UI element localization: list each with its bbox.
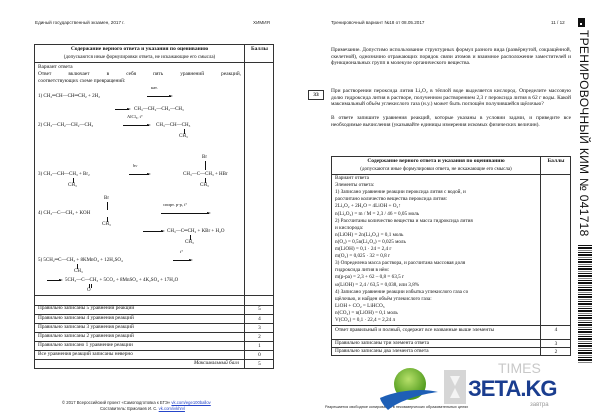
reaction-1-continue-arrow-icon [115, 109, 129, 110]
reaction-4-reactant-br: Br [104, 196, 109, 201]
bond-line [205, 161, 206, 170]
criteria-text: Правильно записаны три элемента ответа [335, 340, 429, 346]
solution-line: V(CO₂) = 0,1 · 22,4 = 2,24 л [335, 317, 396, 323]
task-number-box: 33 [308, 90, 324, 100]
task-instructions: В ответе запишите уравнения реакций, которые указаны в условии задачи, и приведите все необходимые вычисления (указывайте единицы измерения искомых физических величин). [331, 115, 571, 128]
criteria-text: Ответ правильный и полный, содержит все названные выше элементы [335, 327, 495, 333]
header-score: Баллы [251, 46, 268, 52]
reaction-3-product-br: Br [202, 155, 207, 160]
criteria-row [35, 341, 273, 349]
hourglass-icon [444, 370, 466, 404]
author-text: Составитель: Ермолаев И. С. [100, 406, 158, 411]
solution-line: 2) Рассчитаны количество вещества и масса гидроксида лития [335, 217, 473, 224]
reaction-1-reactants: 1) CH₂═CH—CH═CH₂ + 2H₂ [38, 94, 100, 99]
corner-marker-icon [578, 18, 585, 27]
double-bond-line [91, 284, 92, 288]
solution-line: 3) Определена масса раствора, и рассчитана массовая доля [335, 260, 466, 267]
reaction-4-products: CH₃—C═CH₂ + KBr + H₂O [167, 229, 225, 234]
solution-line: 4) Записано уравнение реакции избытка углекислого газа со [335, 288, 469, 295]
criteria-score: 2 [258, 334, 261, 340]
reaction-4-condition: спирт. р-р, t° [163, 202, 188, 207]
left-footer-line-1 [62, 400, 211, 405]
watermark [378, 362, 600, 420]
reaction-2-product-branch: CH₃ [179, 134, 188, 139]
reaction-1-condition: кат. [151, 85, 158, 90]
reaction-3-product-branch: CH₃ [200, 183, 209, 188]
reaction-4-reactant-branch: CH₃ [102, 222, 111, 227]
reaction-3-reactants: 3) CH₃—CH—CH₃ + Br₂ [38, 172, 90, 177]
solution-line: n(LiOH) = 2n(Li₂O₂) = 0,1 моль [335, 231, 404, 238]
left-answer-table [34, 44, 274, 306]
right-answer-table [331, 156, 571, 356]
solution-line: Элементы ответа: [335, 182, 375, 189]
reaction-5-continue-arrow-icon [47, 280, 61, 281]
reaction-5-condition: t° [180, 249, 184, 254]
solution-line: щёлочью, и найден объём углекислого газа: [335, 295, 432, 302]
criteria-score: 2 [554, 349, 558, 355]
reaction-2-condition: AlCl₃, t° [127, 114, 143, 119]
max-score-row [35, 359, 273, 367]
reaction-2-arrow-icon [123, 125, 149, 126]
left-table-header [35, 45, 273, 63]
reaction-1-arrow-icon [147, 96, 171, 97]
reaction-3-arrow-icon [129, 174, 149, 175]
criteria-score: 3 [554, 341, 558, 347]
reaction-5-reactant-branch: CH₃ [74, 269, 83, 274]
criteria-text: Все уравнения реакций записаны неверно [38, 351, 133, 357]
criteria-text: Правильно записаны два элемента ответа [335, 348, 429, 354]
criteria-row [35, 314, 273, 322]
project-link[interactable]: vk.com/ege100ballov [171, 400, 211, 405]
right-table-header [332, 157, 570, 175]
criteria-text: Правильно записано 1 уравнение реакции [38, 342, 133, 348]
solution-line: n(O₂) = 0,5n(Li₂O₂) = 0,025 моль [335, 238, 406, 245]
left-criteria-table [34, 305, 274, 369]
criteria-score: 5 [258, 306, 261, 312]
intro-line-2: соответствующих схеме превращений: [38, 78, 126, 84]
header-subtitle: (допускаются иные формулировки ответа, не искажающие его смысла) [360, 167, 512, 172]
brand-times: TIMES [498, 360, 541, 376]
intro-line-1: Ответ включает в себя пять уравнений реакций, [38, 71, 241, 77]
right-page [300, 0, 600, 420]
solution-line: Вариант ответа [335, 175, 369, 181]
task-text: При растворении пероксида лития Li₂O₂ в тёплой воде выделяется кислород. Определите массовую долю гидроксида лития в растворе, полученном растворением 2,3 г пероксида лития в 62 г воды. Какой максимальный объём углекислого газа (н.у.) может быть поглощён получившейся щёлочью? [331, 88, 571, 108]
reaction-2-product: CH₃—CH—CH₃ [156, 123, 191, 128]
criteria-score: 0 [258, 352, 261, 358]
reaction-1-product: CH₃—CH₂—CH₂—CH₃ [134, 107, 184, 112]
criteria-score: 3 [258, 325, 261, 331]
criteria-row [332, 325, 570, 333]
reaction-4-arrow-icon [161, 213, 209, 214]
max-score-label: Максимальный балл [193, 360, 239, 366]
side-kim-label: ТРЕНИРОВОЧНЫЙ КИМ № 041718 [577, 30, 591, 237]
barcode-icon [578, 245, 592, 363]
criteria-score: 4 [554, 327, 558, 333]
solution-line: n(CO₂) = n(LiOH) = 0,1 моль [335, 309, 398, 316]
criteria-row [332, 339, 570, 347]
criteria-score: 4 [258, 316, 261, 322]
solution-line: n(Li₂O₂) = m / M = 2,3 / 46 = 0,05 моль [335, 210, 420, 217]
right-header-variant: Тренировочный вариант №18 от 08.05.2017 [331, 20, 425, 25]
reaction-5-arrow-icon [173, 260, 191, 261]
reaction-4-continue-arrow-icon [143, 231, 163, 232]
solution-line: 2Li₂O₂ + 2H₂O = 4LiOH + O₂↑ [335, 203, 401, 210]
header-title: Содержание верного ответа и указания по оцениванию [367, 158, 505, 164]
max-score-value: 5 [258, 361, 261, 367]
header-title: Содержание верного ответа и указания по оцениванию [70, 46, 209, 52]
reaction-5-reactants: 5) 5CH₂═C—CH₃ + 8KMnO₄ + 12H₂SO₄ [38, 258, 123, 263]
left-header-subject: ХИМИЯ [253, 20, 270, 25]
reaction-2-reactant: 2) CH₃—CH₂—CH₂—CH₃ [38, 123, 94, 128]
criteria-text: Правильно записаны 5 уравнений реакций [38, 305, 135, 311]
solution-line: m(р-ра) = 2,3 + 62 – 0,8 = 63,5 г [335, 274, 405, 281]
solution-line: гидроксида лития в нём: [335, 267, 390, 274]
criteria-text: Правильно записаны 2 уравнения реакций [38, 333, 134, 339]
criteria-divider [35, 295, 273, 296]
criteria-row [332, 347, 570, 355]
reaction-4-product-branch: CH₃ [185, 240, 194, 245]
brand-logo: ЗЕТА.KG [468, 376, 557, 401]
brand-tagline: завтра [530, 402, 549, 408]
reaction-3-reactant-branch: CH₃ [68, 183, 77, 188]
header-score: Баллы [547, 158, 565, 164]
reaction-5-products: 5CH₃—C—CH₃ + 5CO₂ + 8MnSO₄ + 4K₂SO₄ + 17H₂O [65, 278, 179, 283]
criteria-row [35, 332, 273, 340]
solution-line: и кислорода: [335, 224, 364, 231]
author-link[interactable]: vk.com/ivkhrvl [158, 406, 185, 411]
left-footer-line-2 [100, 406, 185, 411]
solution-line: ω(LiOH) = 2,4 / 63,5 = 0,038, или 3,8% [335, 281, 420, 288]
variant-label: Вариант ответа [38, 64, 73, 70]
right-footer-copy: Разрешается свободное копирование в некоммерческих образовательных целях [325, 405, 469, 409]
reaction-3-condition: hν [133, 163, 138, 168]
reaction-5-product-oxygen: O [87, 288, 91, 293]
header-subtitle: (допускаются иные формулировки ответа, не искажающие его смысла) [63, 55, 216, 60]
solution-line: m(O₂) = 0,025 · 32 = 0,8 г [335, 253, 391, 260]
criteria-row [35, 323, 273, 331]
solution-line: рассчитано количество вещества пероксида лития: [335, 196, 448, 203]
right-header-page-number: 11 / 12 [551, 20, 565, 25]
solution-line: m(LiOH) = 0,1 · 24 = 2,4 г [335, 246, 392, 252]
bond-line [107, 202, 108, 210]
note-paragraph: Примечание. Допустимо использование структурных формул разного вида (развёрнутой, сокращённой, скелетной), однозначно отражающих порядок связи атомов и взаимное расположение заместителей и функциональных групп в молекуле органического вещества. [331, 47, 571, 67]
solution-line: 1) Записано уравнение реакции пероксида лития с водой, и [335, 189, 466, 196]
criteria-text: Правильно записаны 3 уравнения реакций [38, 324, 134, 330]
criteria-text: Правильно записаны 4 уравнения реакций [38, 315, 134, 321]
reaction-4-reactants: 4) CH₃—C—CH₃ + KOH [38, 211, 91, 216]
criteria-score: 1 [258, 343, 261, 349]
globe-logo-icon [378, 362, 438, 412]
reaction-3-products: CH₃—C—CH₃ + HBr [183, 172, 228, 177]
copyright-text: © 2017 Всероссийский проект «Самоподготовка к ЕГЭ» [62, 400, 171, 405]
criteria-row [35, 350, 273, 358]
score-column-divider [244, 45, 245, 305]
left-header-exam: Единый государственный экзамен, 2017 г. [35, 20, 125, 25]
solution-line: LiOH + CO₂ = LiHCO₃ [335, 302, 385, 309]
